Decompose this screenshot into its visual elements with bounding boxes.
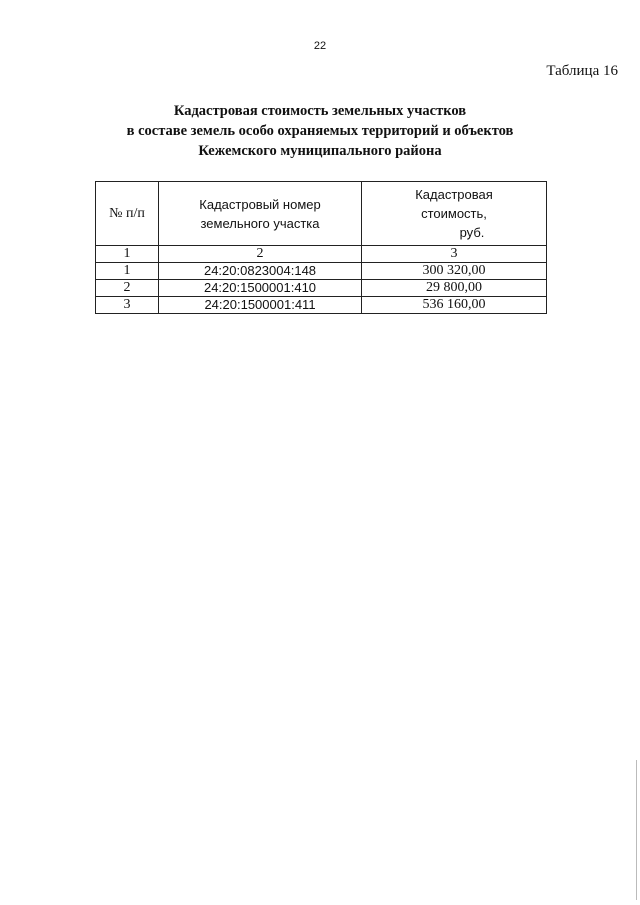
index-cell: 3 [362, 246, 547, 263]
document-title [0, 101, 640, 161]
cadastral-number: 24:20:0823004:148 [159, 263, 362, 280]
header-line: Кадастровая [415, 187, 493, 202]
table-row [96, 280, 547, 297]
title-line: Кежемского муниципального района [198, 143, 442, 159]
header-cadastral-number [159, 182, 362, 246]
header-cadastral-value [362, 182, 547, 246]
cadastral-value: 300 320,00 [362, 263, 547, 280]
table-row [96, 263, 547, 280]
header-line: земельного участка [200, 215, 320, 231]
table-row [96, 297, 547, 314]
header-row [96, 182, 547, 246]
table-label: Таблица 16 [546, 63, 618, 79]
row-number: 3 [96, 297, 159, 314]
row-number: 2 [96, 280, 159, 297]
title-line: в составе земель особо охраняемых территорий и объектов [126, 123, 514, 139]
cadastral-value: 536 160,00 [362, 297, 547, 314]
header-number: № п/п [96, 182, 159, 246]
page-number: 22 [313, 40, 327, 52]
cadastral-number: 24:20:1500001:411 [159, 297, 362, 314]
index-row [96, 246, 547, 263]
header-line: стоимость, [421, 206, 487, 221]
index-cell: 2 [159, 246, 362, 263]
cadastral-value: 29 800,00 [362, 280, 547, 297]
cadastral-value-table [95, 181, 547, 314]
scan-edge-line [636, 760, 637, 900]
title-line: Кадастровая стоимость земельных участков [173, 103, 467, 119]
index-cell: 1 [96, 246, 159, 263]
header-line: Кадастровый номер [199, 196, 321, 212]
row-number: 1 [96, 263, 159, 280]
header-line: руб. [459, 225, 485, 240]
cadastral-number: 24:20:1500001:410 [159, 280, 362, 297]
